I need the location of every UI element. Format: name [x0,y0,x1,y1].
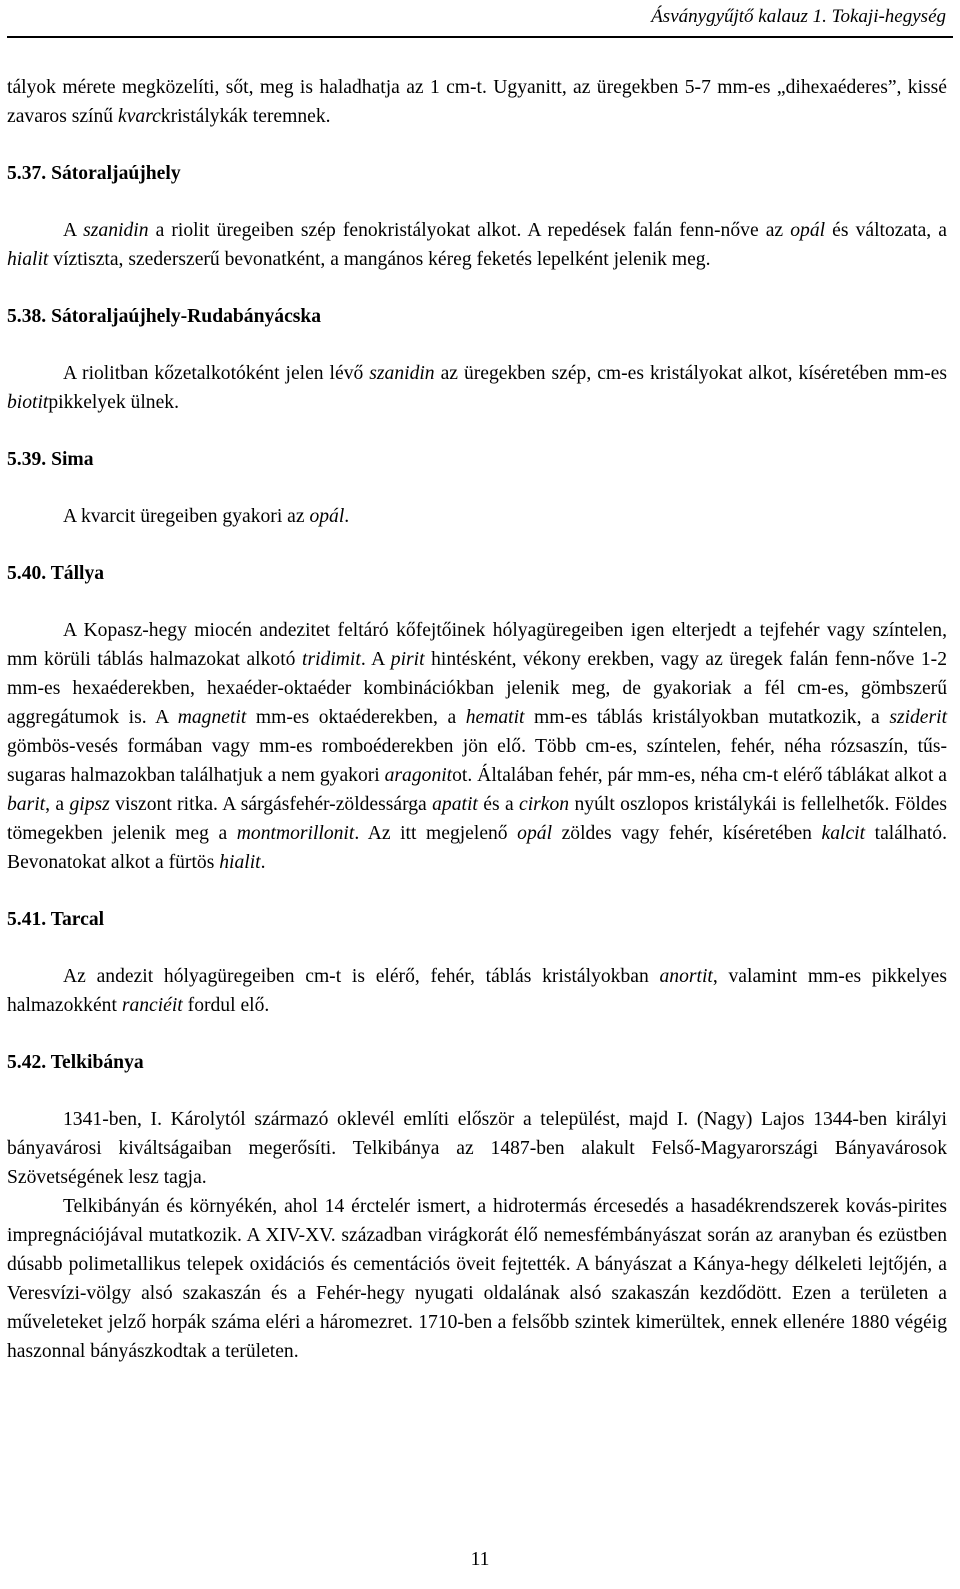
section-5-41-paragraph: Az andezit hólyagüregeiben cm-t is elérő, fehér, táblás kristályokban anortit, valamint mm-es pikkelyes halmazokként ranciéit fordul elő. [7,966,947,1016]
section-5-42-paragraph-1: 1341-ben, I. Károlytól származó oklevél említi először a települést, majd I. (Nagy) Lajos 1344-ben királyi bányavárosi kiváltságaiban megerősíti. Telkibánya az 1487-ben alakult Felső-Magyarországi Bányavárosok Szövetségének lesz tagja. [7,1109,947,1188]
mineral-name: barit [7,794,46,815]
mineral-name: opál [790,220,826,241]
mineral-name: opál [517,823,553,844]
section-heading-5-38: 5.38. Sátoraljaújhely-Rudabányácska [7,306,322,327]
mineral-name: apatit [432,794,478,815]
mineral-name: szanidin [369,363,435,384]
mineral-name: pirit [390,649,425,670]
section-heading-5-41: 5.41. Tarcal [7,909,105,930]
mineral-name: szanidin [83,220,149,241]
mineral-name: cirkon [519,794,570,815]
mineral-name: montmorillonit [236,823,355,844]
section-heading-5-39: 5.39. Sima [7,449,94,470]
mineral-name: gipsz [69,794,110,815]
section-5-39-paragraph: A kvarcit üregeiben gyakori az opál. [63,506,350,527]
section-5-37-paragraph: A szanidin a riolit üregeiben szép fenokristályokat alkot. A repedések falán fenn-nőve az opál és változata, a hialit víztiszta, szederszerű bevonatként, a mangános kéreg feketés lepelként jelenik meg. [7,220,948,270]
page-body [7,73,947,1366]
header-rule [7,36,953,38]
page-number: 11 [470,1549,490,1570]
mineral-name: tridimit [302,649,361,670]
section-heading-5-42: 5.42. Telkibánya [7,1052,144,1073]
mineral-name: hialit [7,249,49,270]
section-5-40-paragraph: A Kopasz-hegy miocén andezitet feltáró kőfejtőinek hólyagüregeiben igen elterjedt a tejfehér vagy színtelen, mm körüli táblás halmazokat alkotó tridimit. A pirit hintésként, vékony erekben, vagy az üregek falán fenn-nőve 1-2 mm-es hexaéderekben, hexaéder-oktaéder kombinációkban jelenik meg, de gyakoriak a fél cm-es, gömbszerű aggregátumok is. A magnetit mm-es oktaéderekben, a hematit mm-es táblás kristályokban mutatkozik, a sziderit gömbös-vesés formában vagy mm-es romboéderekben jön elő. Több cm-es, színtelen, fehér, néha rózsaszín, tűs-sugaras halmazokban találhatjuk a nem gyakori aragonitot. Általában fehér, pár mm-es, néha cm-t elérő táblákat alkot a barit, a gipsz viszont ritka. A sárgásfehér-zöldessárga apatit és a cirkon nyúlt oszlopos kristálykái is fellelhetők. Földes tömegekben jelenik meg a montmorillonit. Az itt megjelenő opál zöldes vagy fehér, kíséretében kalcit található. Bevonatokat alkot a fürtös hialit. [7,620,948,873]
mineral-name: ranciéit [121,995,183,1016]
mineral-name: magnetit [177,707,247,728]
mineral-name: hematit [465,707,525,728]
mineral-name: hialit [219,852,261,873]
section-5-38-paragraph: A riolitban kőzetalkotóként jelen lévő szanidin az üregekben szép, cm-es kristályokat alkot, kíséretében mm-es biotitpikkelyek ülnek. [7,363,947,413]
mineral-name: kvarc [118,106,161,127]
running-header: Ásványgyűjtő kalauz 1. Tokaji-hegység [651,6,946,27]
mineral-name: kalcit [821,823,866,844]
mineral-name: biotit [7,392,49,413]
intro-paragraph: tályok mérete megközelíti, sőt, meg is haladhatja az 1 cm-t. Ugyanitt, az üregekben 5-7 mm-es „dihexaéderes”, kissé zavaros színű kvarckristálykák teremnek. [7,77,947,127]
mineral-name: aragonit [384,765,453,786]
mineral-name: sziderit [889,707,948,728]
section-heading-5-40: 5.40. Tállya [7,563,105,584]
section-5-42-paragraph-2: Telkibányán és környékén, ahol 14 érctelér ismert, a hidrotermás ércesedés a hasadékrendszerek kovás-pirites impregnációjával mutatkozik. A XIV-XV. században virágkorát élő nemesfémbányászat során az aranyban és ezüstben dúsabb polimetallikus telepek oxidációs és cementációs öveit fejtették. A bányászat a Kánya-hegy délkeleti lejtőjén, a Veresvízi-völgy alsó szakaszán és a Fehér-hegy nyugati oldalának alsó szakaszán kezdődött. Ezen a területen a műveleteket jelző horpák száma eléri a háromezret. 1710-ben a felsőbb szintek kimerültek, ennek ellenére 1880 végéig haszonnal bányászkodtak a területen. [7,1196,947,1362]
section-heading-5-37: 5.37. Sátoraljaújhely [7,163,181,184]
mineral-name: anortit [659,966,713,987]
mineral-name: opál [309,506,345,527]
